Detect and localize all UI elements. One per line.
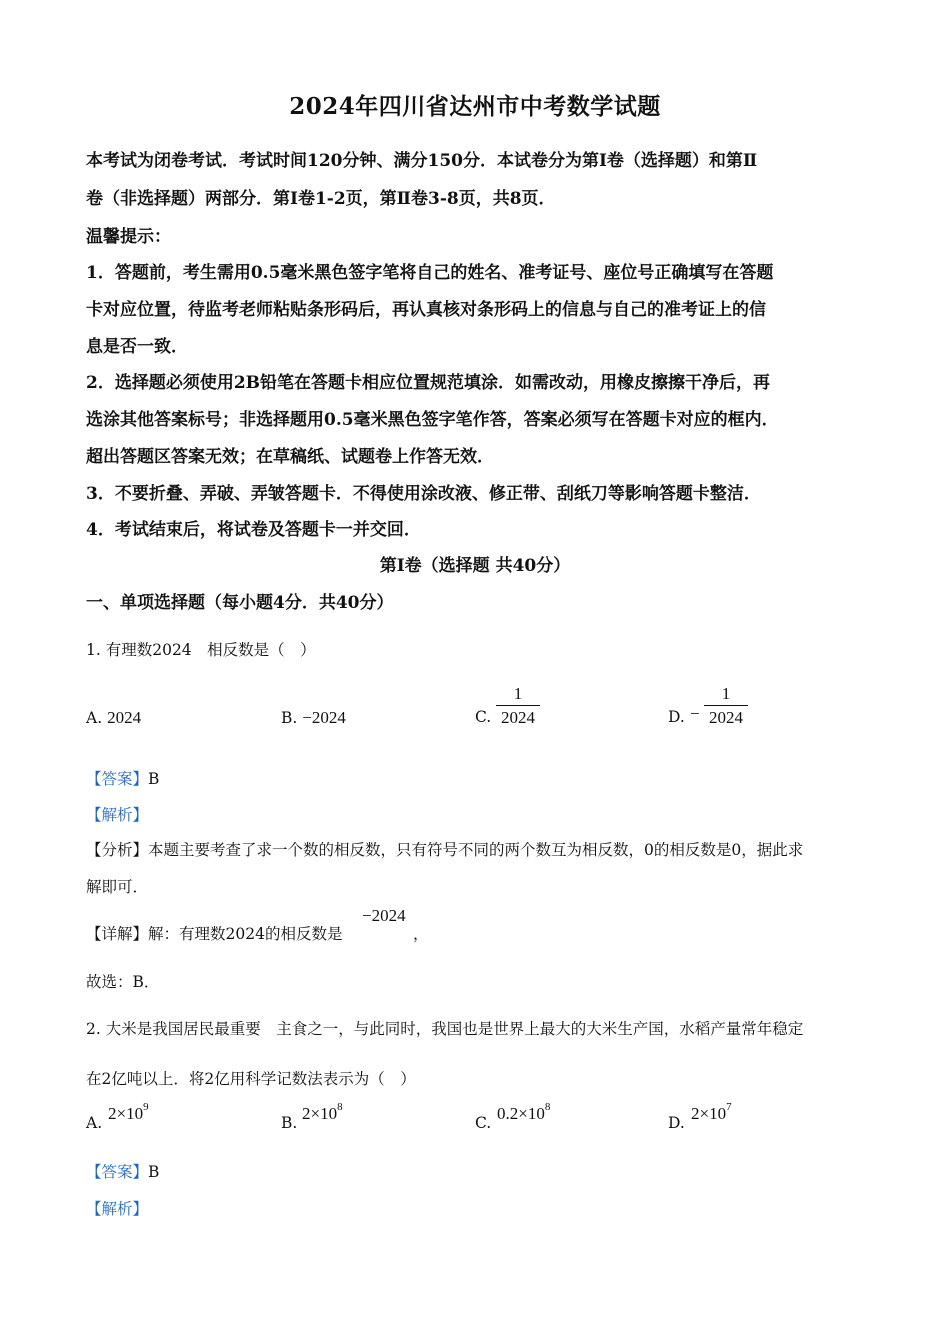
option-label: B. bbox=[281, 709, 298, 727]
sci-exponent: 8 bbox=[544, 1101, 551, 1113]
tips-title: 温馨提示： bbox=[86, 227, 171, 247]
sci-base: 2×10 bbox=[302, 1104, 338, 1123]
tip-2-line-1: 2．选择题必须使用2B铅笔在答题卡相应位置规范填涂．如需改动，用橡皮擦擦干净后，再 bbox=[86, 373, 771, 393]
q2-option-c-label: C. bbox=[475, 1114, 492, 1132]
xiangjie-text: 解：有理数2024的相反数是 bbox=[148, 925, 343, 943]
q1-answer bbox=[86, 767, 159, 789]
fenxi-tag: 【分析】 bbox=[86, 841, 149, 859]
q1-option-d-fraction bbox=[704, 684, 748, 728]
sci-base: 2×10 bbox=[691, 1104, 727, 1123]
fraction-numerator: 1 bbox=[513, 684, 523, 703]
fraction-denominator: 2024 bbox=[709, 708, 743, 727]
sci-base: 2×10 bbox=[108, 1104, 144, 1123]
tip-1-line-2: 卡对应位置，待监考老师粘贴条形码后，再认真核对条形码上的信息与自己的准考证上的信 bbox=[86, 300, 766, 320]
xiangjie-tag: 【详解】 bbox=[86, 925, 149, 943]
fenxi-text: 本题主要考查了求一个数的相反数，只有符号不同的两个数互为相反数，0的相反数是0，据此求 bbox=[148, 841, 804, 859]
q2-option-b-value bbox=[302, 1101, 343, 1124]
q2-option-d-label: D. bbox=[668, 1114, 685, 1132]
q1-fenxi-line-2: 解即可． bbox=[86, 878, 149, 896]
section-header: 第Ⅰ卷（选择题 共40分） bbox=[379, 556, 571, 576]
option-label: A. bbox=[86, 709, 103, 727]
q2-option-a-value bbox=[108, 1101, 149, 1124]
q1-xiangjie-math: −2024 bbox=[362, 906, 406, 925]
fraction-numerator: 1 bbox=[721, 684, 731, 703]
fraction-bar bbox=[496, 705, 540, 706]
q2-stem-line-1: 2. 大米是我国居民最重要 主食之一，与此同时，我国也是世界上最大的大米生产国，水稻产量常年稳定 bbox=[86, 1020, 804, 1038]
q2-analysis-tag: 【解析】 bbox=[86, 1200, 149, 1218]
fraction-bar bbox=[704, 705, 748, 706]
q1-option-d-sign: − bbox=[690, 704, 700, 723]
tip-2-line-3: 超出答题区答案无效；在草稿纸、试题卷上作答无效． bbox=[86, 447, 494, 467]
fraction-denominator: 2024 bbox=[501, 708, 535, 727]
q1-guxuan: 故选：B． bbox=[86, 973, 160, 991]
answer-tag: 【答案】 bbox=[86, 1163, 149, 1181]
sci-exponent: 9 bbox=[143, 1101, 149, 1113]
intro-line-2: 卷（非选择题）两部分．第Ⅰ卷1-2页，第Ⅱ卷3-8页，共8页． bbox=[86, 189, 556, 209]
sci-exponent: 7 bbox=[726, 1101, 732, 1113]
q1-analysis-tag: 【解析】 bbox=[86, 806, 149, 824]
option-value: −2024 bbox=[302, 708, 346, 727]
answer-tag: 【答案】 bbox=[86, 770, 149, 788]
sci-exponent: 8 bbox=[337, 1101, 343, 1113]
q2-option-c-value bbox=[497, 1101, 551, 1124]
q1-option-c-label: C. bbox=[475, 708, 492, 726]
q1-option-c-fraction bbox=[496, 684, 540, 728]
q1-fenxi-line-1 bbox=[86, 838, 803, 860]
intro-line-1: 本考试为闭卷考试．考试时间120分钟、满分150分．本试卷分为第Ⅰ卷（选择题）和第Ⅱ bbox=[86, 151, 758, 171]
q1-xiangjie-end: ， bbox=[413, 925, 429, 943]
q1-option-d-label: D. bbox=[668, 708, 685, 726]
q1-option-a bbox=[86, 708, 141, 728]
q2-option-b-label: B. bbox=[281, 1114, 298, 1132]
tip-4: 4．考试结束后，将试卷及答题卡一并交回． bbox=[86, 520, 421, 540]
tip-1-line-1: 1．答题前，考生需用0.5毫米黑色签字笔将自己的姓名、准考证号、座位号正确填写在答题 bbox=[86, 263, 774, 283]
answer-value: B bbox=[148, 1163, 160, 1181]
tip-3: 3．不要折叠、弄破、弄皱答题卡．不得使用涂改液、修正带、刮纸刀等影响答题卡整洁． bbox=[86, 484, 761, 504]
sci-base: 0.2×10 bbox=[497, 1104, 545, 1123]
q2-option-d-value bbox=[691, 1101, 732, 1124]
q2-option-a-label: A. bbox=[86, 1114, 103, 1132]
answer-value: B bbox=[148, 770, 160, 788]
option-value: 2024 bbox=[107, 708, 142, 727]
part-one-heading: 一、单项选择题（每小题4分．共40分） bbox=[86, 593, 394, 613]
q1-stem: 1. 有理数2024 相反数是（ ） bbox=[86, 641, 316, 659]
q2-answer bbox=[86, 1160, 159, 1182]
exam-title: 2024年四川省达州市中考数学试题 bbox=[289, 93, 661, 120]
tip-2-line-2: 选涂其他答案标号；非选择题用0.5毫米黑色签字笔作答，答案必须写在答题卡对应的框内． bbox=[86, 410, 779, 430]
tip-1-line-3: 息是否一致． bbox=[86, 337, 188, 357]
q2-stem-line-2: 在2亿吨以上．将2亿用科学记数法表示为（ ） bbox=[86, 1070, 416, 1088]
q1-option-b bbox=[281, 708, 346, 728]
q1-xiangjie bbox=[86, 922, 342, 944]
